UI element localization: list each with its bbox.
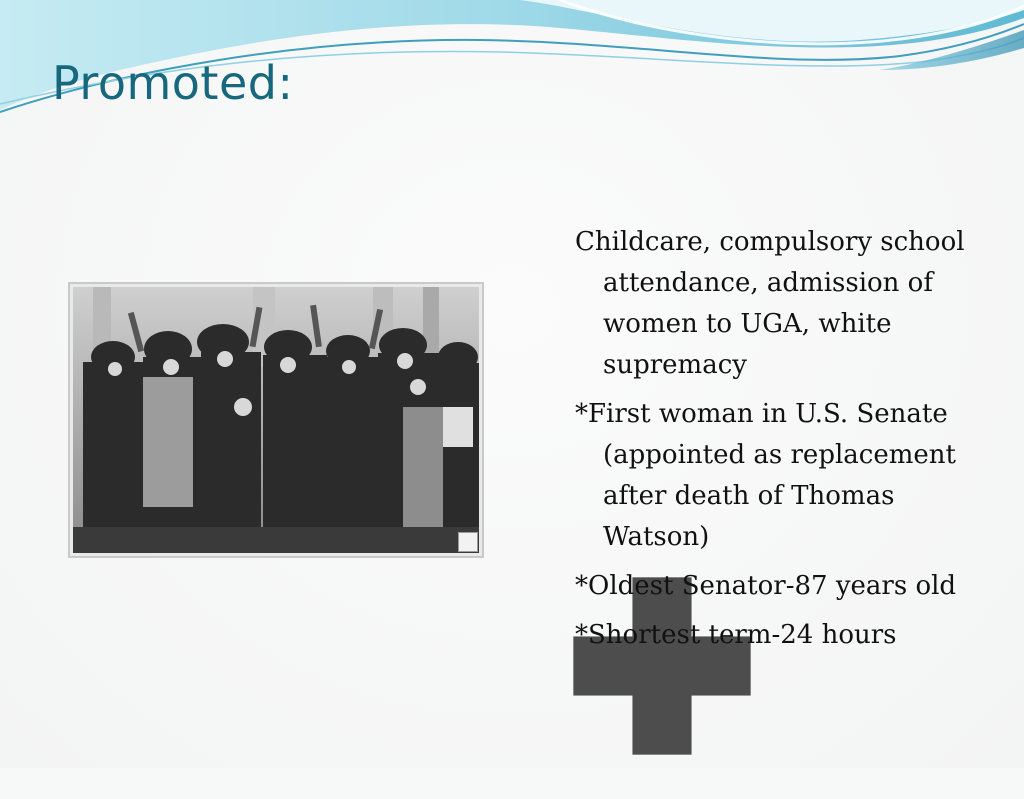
bullet-list — [575, 222, 995, 664]
bullet-item: Childcare, compulsory school attendance, admission of women to UGA, white supremacy — [575, 227, 965, 380]
bullet-item: *Oldest Senator-87 years old — [575, 571, 957, 601]
bullet-item: *First woman in U.S. Senate (appointed as replacement after death of Thomas Watson) — [575, 399, 956, 552]
suffragists-photo-image — [73, 287, 479, 553]
slide-title: Promoted: — [52, 56, 294, 110]
bullet-item: *Shortest term-24 hours — [575, 620, 897, 650]
expand-icon[interactable] — [458, 532, 478, 552]
historical-photo[interactable] — [68, 282, 484, 558]
